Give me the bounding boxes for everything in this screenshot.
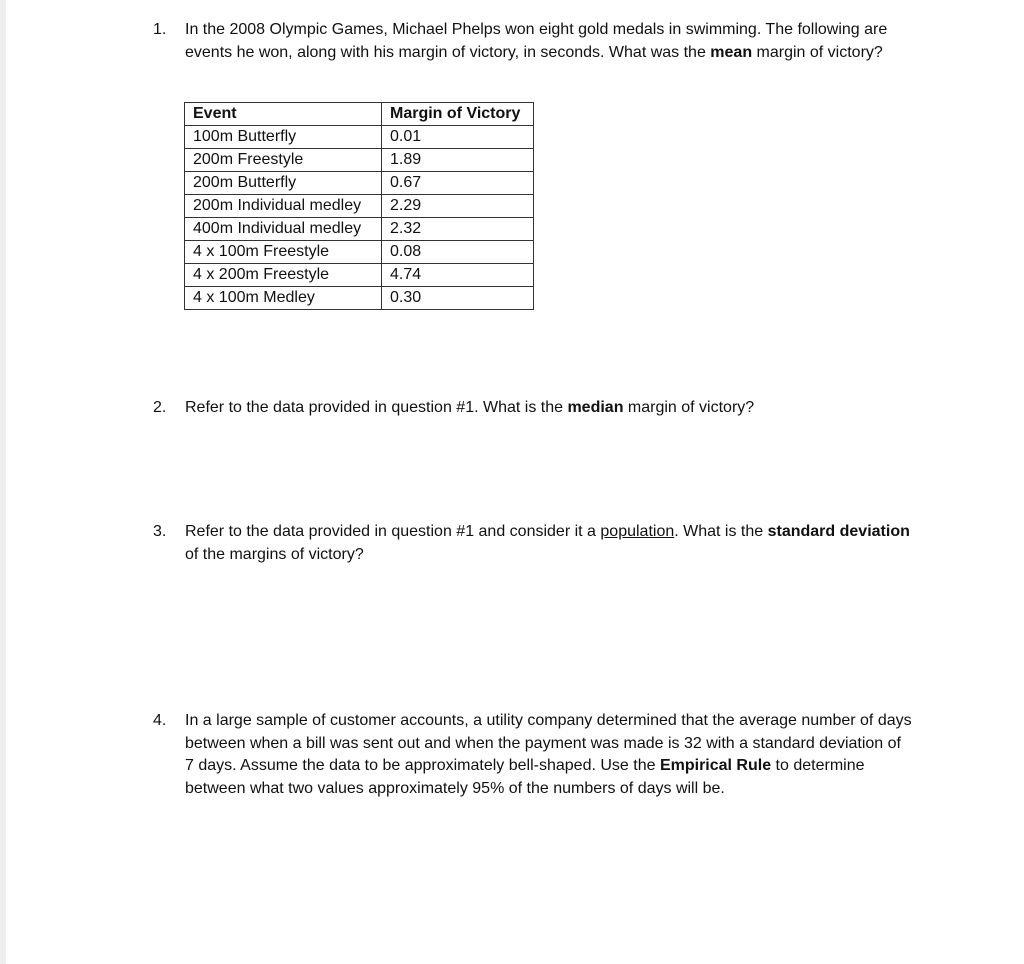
question-text-part: Refer to the data provided in question #1. What is the — [185, 399, 568, 416]
question-text — [185, 397, 913, 420]
table-row — [185, 287, 534, 310]
question-text-part: of the margins of victory? — [185, 545, 364, 563]
margin-cell: 0.30 — [382, 287, 534, 310]
question-3 — [153, 521, 913, 566]
emphasis-population: population — [600, 523, 675, 540]
table-row — [185, 149, 534, 172]
table-header-row — [185, 103, 534, 126]
question-text — [185, 19, 913, 64]
table-row — [185, 172, 534, 195]
question-text-part: margin of victory? — [623, 399, 755, 416]
question-text-part: margin of victory? — [752, 43, 883, 61]
table-row — [185, 218, 534, 241]
event-cell: 200m Individual medley — [185, 195, 382, 218]
table-row — [185, 195, 534, 218]
header-event: Event — [185, 103, 382, 126]
margin-cell: 2.32 — [382, 218, 534, 241]
margin-cell: 0.01 — [382, 126, 534, 149]
question-2 — [153, 397, 913, 420]
margin-of-victory-table — [184, 102, 534, 310]
question-text-part: to determine between what two values approximately 95% of the numbers of days will be. — [185, 757, 865, 797]
table-row — [185, 264, 534, 287]
event-cell: 4 x 100m Freestyle — [185, 241, 382, 264]
question-number: 3. — [153, 523, 167, 540]
event-cell: 200m Butterfly — [185, 172, 382, 195]
header-margin: Margin of Victory — [382, 103, 534, 126]
question-number: 2. — [153, 399, 167, 416]
event-cell: 200m Freestyle — [185, 149, 382, 172]
margin-cell: 0.67 — [382, 172, 534, 195]
question-text — [185, 521, 913, 566]
page-edge-strip — [0, 0, 6, 964]
event-cell: 4 x 200m Freestyle — [185, 264, 382, 287]
question-text-part: Refer to the data provided in question #1 and consider it a — [185, 523, 601, 540]
question-text — [185, 710, 913, 800]
table-row — [185, 241, 534, 264]
question-1 — [153, 19, 913, 64]
emphasis-mean: mean — [710, 43, 753, 61]
margin-cell: 2.29 — [382, 195, 534, 218]
question-4 — [153, 710, 913, 800]
emphasis-empirical-rule: Empirical Rule — [659, 757, 772, 774]
emphasis-standard-deviation: standard deviation — [767, 523, 910, 540]
event-cell: 100m Butterfly — [185, 126, 382, 149]
question-text-part: . What is the — [674, 523, 768, 540]
question-text-part: In the 2008 Olympic Games, Michael Phelps won eight gold medals in swimming. The following are events he won, along with his margin of victory, in seconds. What was the — [185, 21, 888, 61]
event-cell: 400m Individual medley — [185, 218, 382, 241]
event-cell: 4 x 100m Medley — [185, 287, 382, 310]
question-number: 1. — [153, 21, 167, 38]
margin-cell: 4.74 — [382, 264, 534, 287]
margin-cell: 1.89 — [382, 149, 534, 172]
table-row — [185, 126, 534, 149]
question-text-part: In a large sample of customer accounts, a utility company determined that the average number of days between when a bill was sent out and when the payment was made is 32 with a standard deviation of 7 days. Assume the data to be approximately bell-shaped. Use the — [185, 712, 912, 774]
margin-cell: 0.08 — [382, 241, 534, 264]
emphasis-median: median — [567, 399, 624, 416]
question-number: 4. — [153, 712, 167, 729]
